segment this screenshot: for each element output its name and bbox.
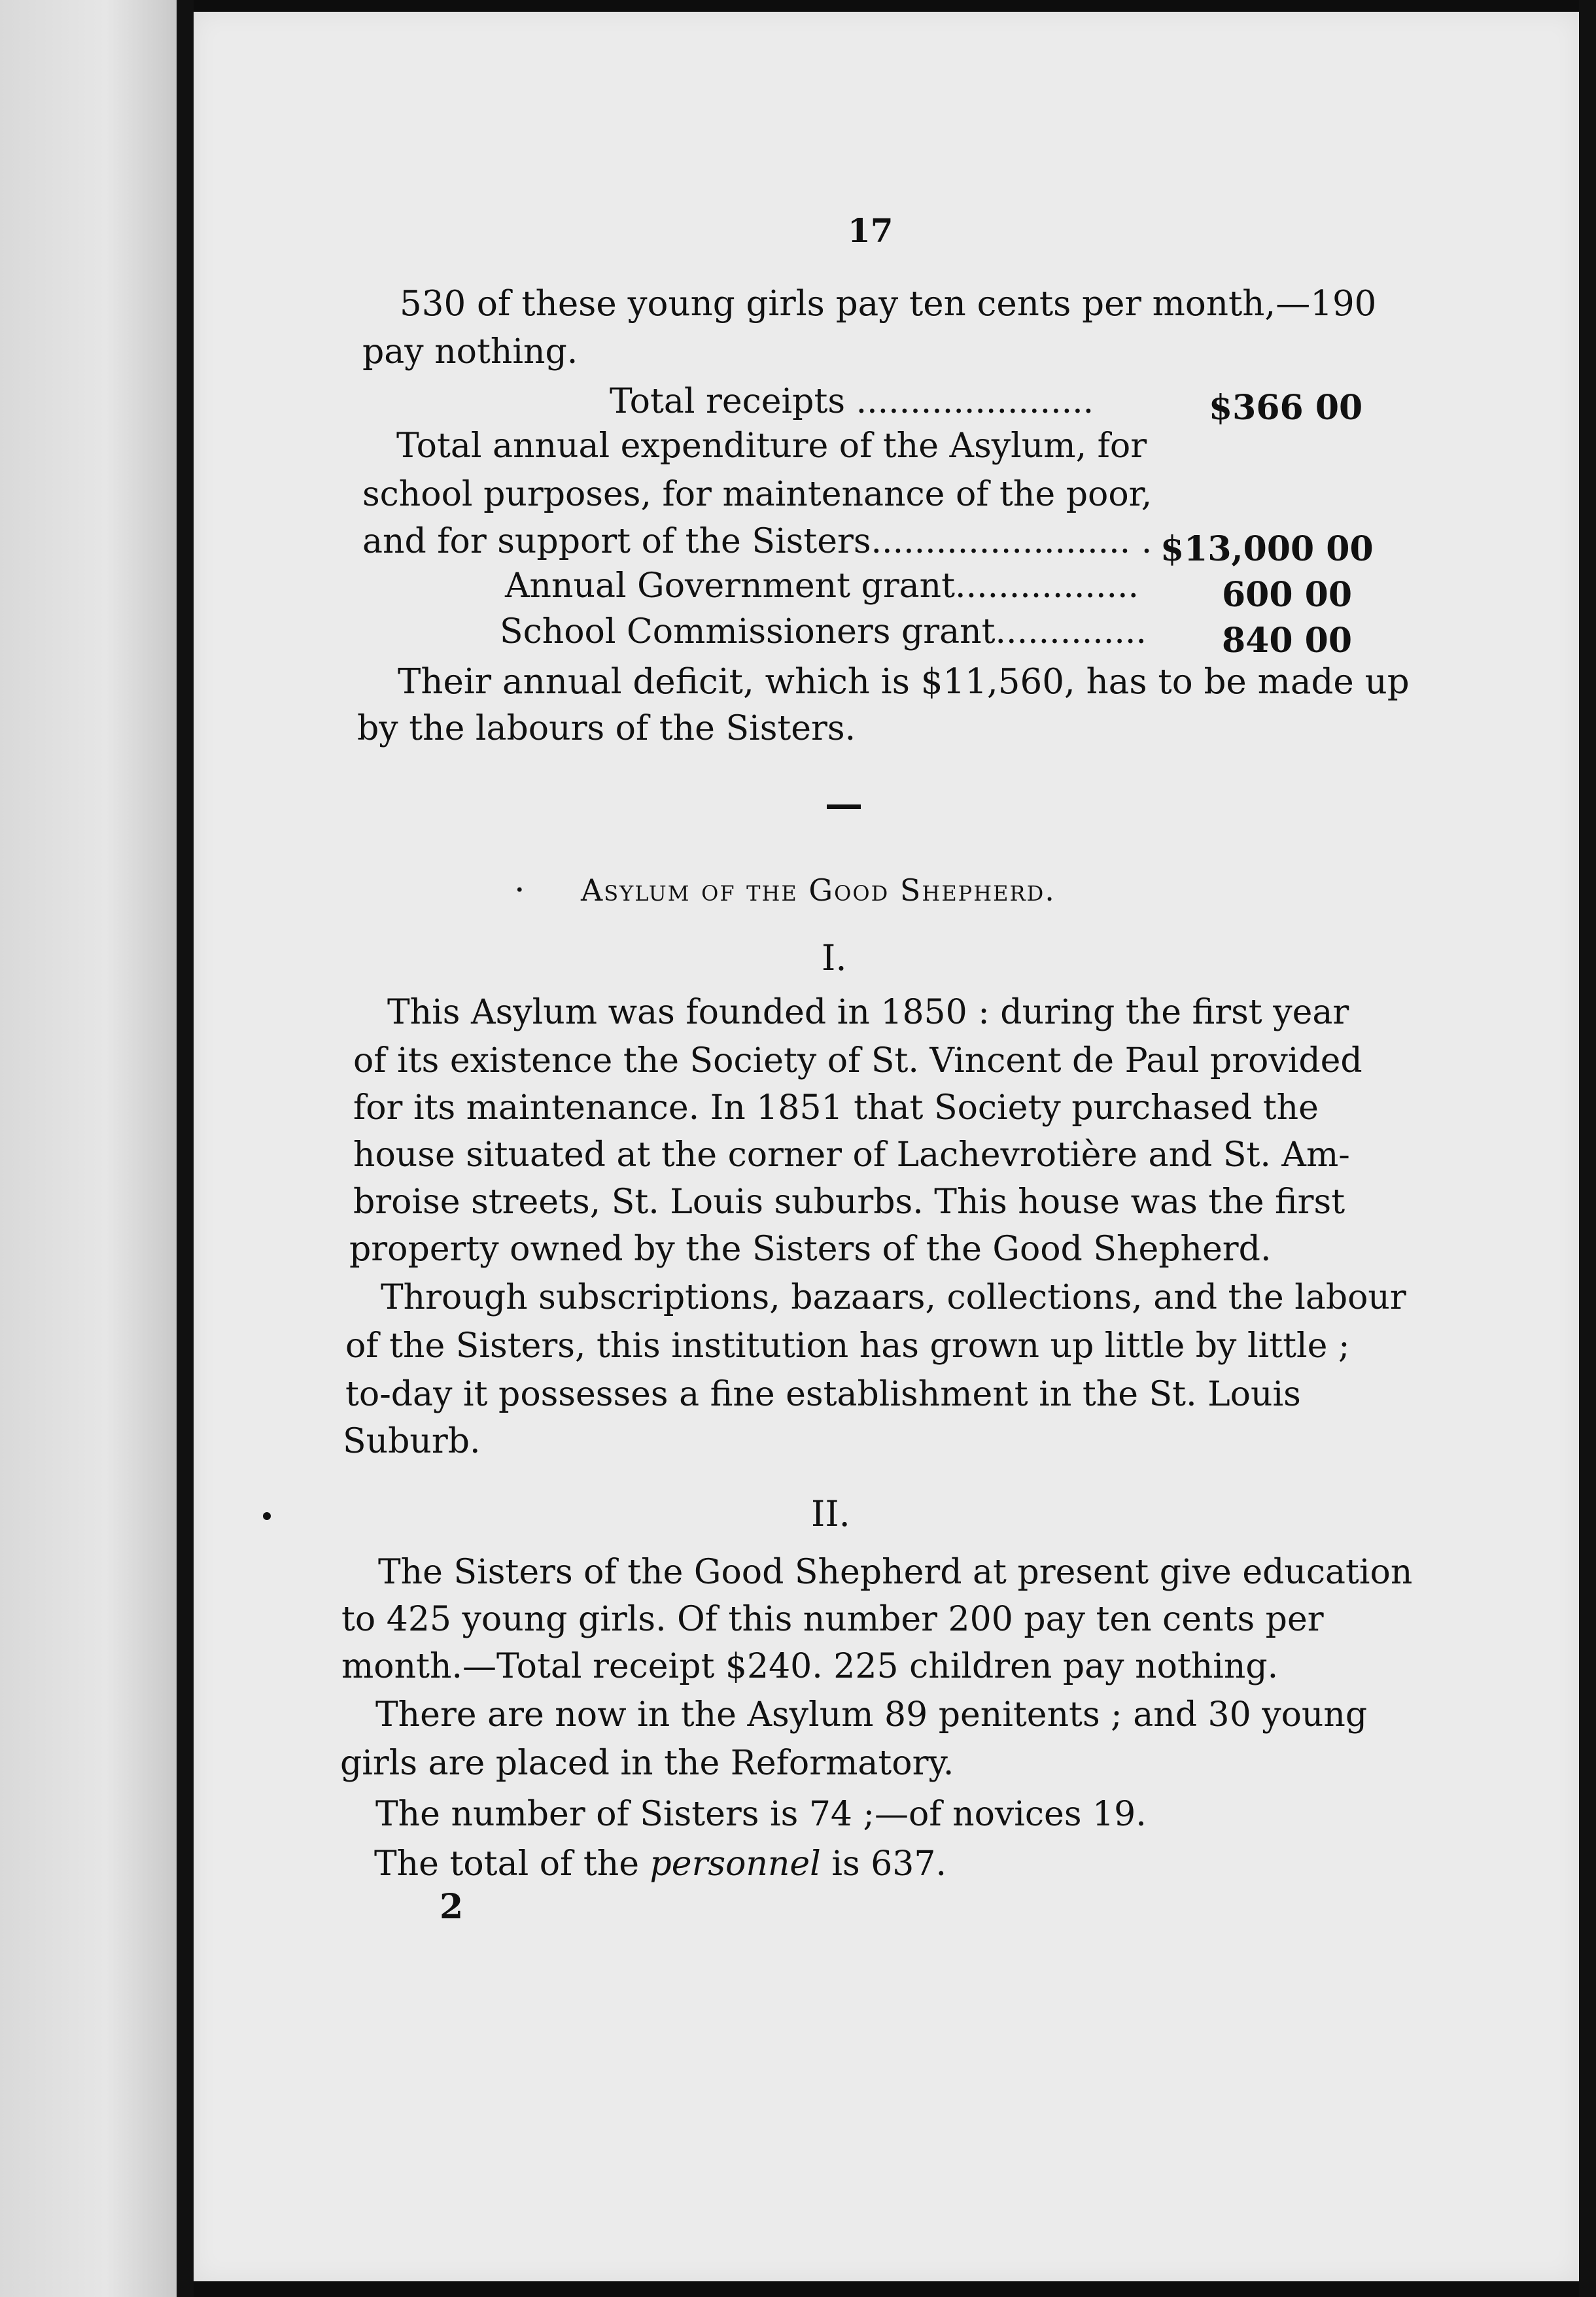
section-divider <box>827 804 861 809</box>
personnel-word: personnel <box>650 1844 821 1884</box>
gov-grant-label: Annual Government grant................. <box>505 566 1139 606</box>
text-line: Total annual expenditure of the Asylum, for <box>396 426 1147 466</box>
text-line: to 425 young girls. Of this number 200 pay ten cents per <box>341 1600 1324 1639</box>
sisters-count-line: The number of Sisters is 74 ;—of novices 19. <box>375 1795 1147 1834</box>
text-line: The Sisters of the Good Shepherd at present give education <box>378 1553 1413 1592</box>
text-line: pay nothing. <box>362 332 578 371</box>
text-line: Their annual deficit, which is $11,560, has to be made up <box>398 662 1410 702</box>
text-line: girls are placed in the Reformatory. <box>340 1744 954 1783</box>
facing-page-edge <box>0 0 177 2297</box>
gov-grant-value: 600 00 <box>1222 575 1353 615</box>
heading-bullet: . <box>514 861 525 900</box>
page-number: 17 <box>848 211 893 250</box>
text-line: broise streets, St. Louis suburbs. This house was the first <box>353 1183 1345 1222</box>
personnel-line <box>374 1844 946 1884</box>
personnel-prefix: The total of the <box>374 1844 650 1884</box>
right-border <box>1579 0 1596 2297</box>
expenditure-value: $13,000 00 <box>1160 529 1374 569</box>
text-line: house situated at the corner of Lachevrotière and St. Am- <box>353 1135 1350 1175</box>
section-title: Asylum of the Good Shepherd. <box>581 872 1056 908</box>
text-line: 530 of these young girls pay ten cents per month,—190 <box>400 284 1377 324</box>
commissioners-grant-label: School Commissioners grant.............. <box>500 612 1147 651</box>
total-receipts-value: $366 00 <box>1209 388 1363 428</box>
margin-speck <box>263 1512 271 1520</box>
text-line: for its maintenance. In 1851 that Society purchased the <box>353 1088 1319 1128</box>
text-line: property owned by the Sisters of the Good Shepherd. <box>349 1230 1272 1269</box>
text-line: This Asylum was founded in 1850 : during the first year <box>387 993 1349 1032</box>
document-page <box>194 12 1579 2281</box>
part-numeral-1: I. <box>822 937 847 978</box>
part-numeral-2: II. <box>811 1493 850 1534</box>
text-line: of the Sisters, this institution has grown up little by little ; <box>345 1326 1350 1366</box>
text-line: by the labours of the Sisters. <box>357 709 856 748</box>
total-receipts-label: Total receipts ...................... <box>610 382 1094 421</box>
text-line: and for support of the Sisters........................ . <box>362 522 1153 561</box>
gutter-shadow <box>177 0 194 2297</box>
personnel-suffix: is 637. <box>820 1844 946 1884</box>
commissioners-grant-value: 840 00 <box>1222 621 1353 661</box>
text-line: month.—Total receipt $240. 225 children pay nothing. <box>341 1647 1279 1686</box>
text-line: Suburb. <box>343 1422 481 1461</box>
text-line: of its existence the Society of St. Vincent de Paul provided <box>353 1041 1362 1080</box>
signature-mark: 2 <box>440 1887 464 1927</box>
text-line: Through subscriptions, bazaars, collections, and the labour <box>381 1278 1406 1317</box>
text-line: school purposes, for maintenance of the poor, <box>362 475 1153 514</box>
text-line: to-day it possesses a fine establishment in the St. Louis <box>345 1375 1301 1414</box>
text-line: There are now in the Asylum 89 penitents ; and 30 young <box>375 1695 1368 1735</box>
